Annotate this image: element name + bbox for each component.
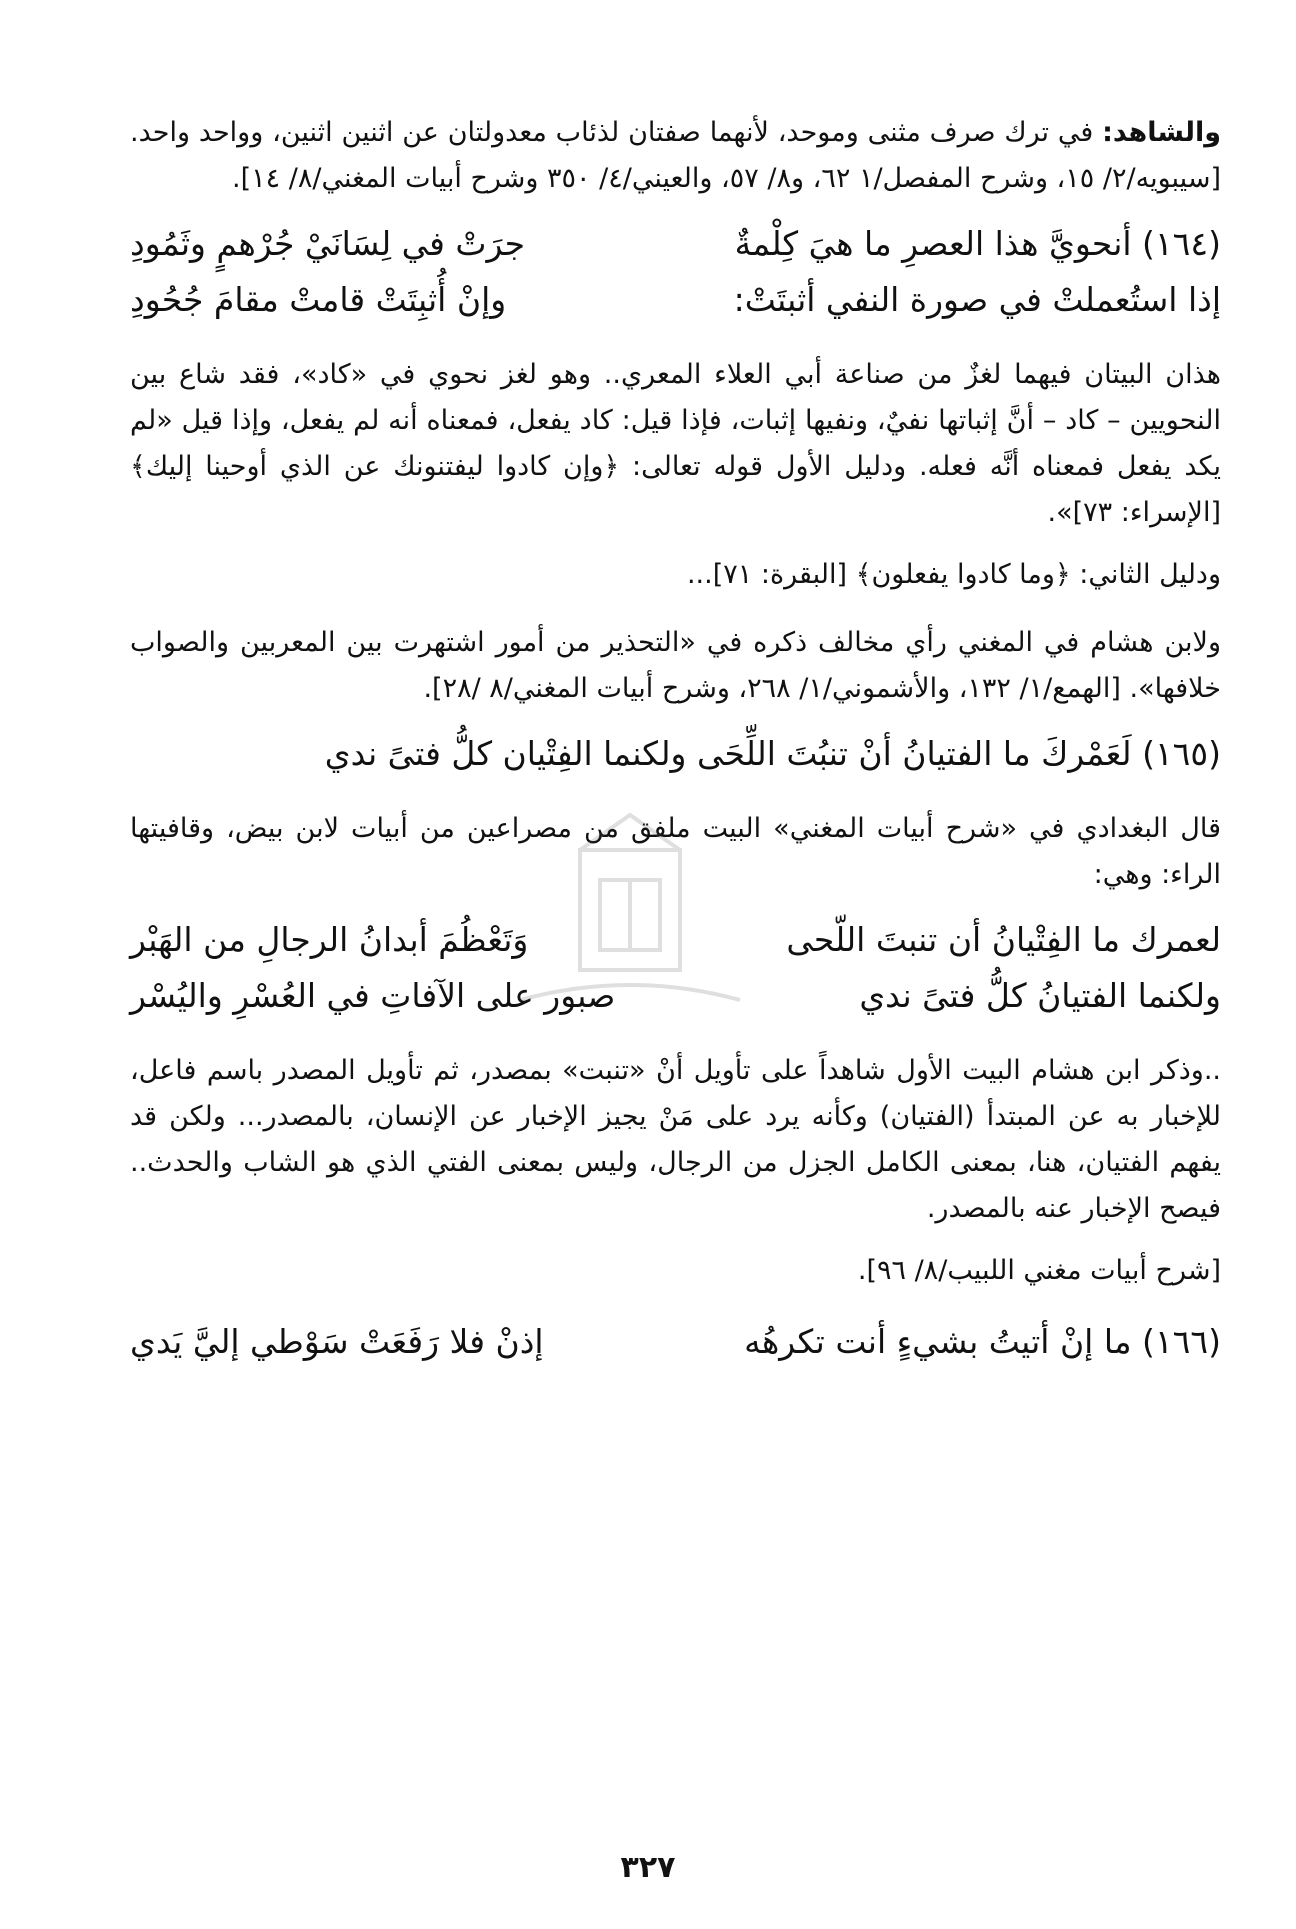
witness-text: في ترك صرف مثنى وموحد، لأنهما صفتان لذئاب معدولتان عن اثنين اثنين، وواحد واحد. [سيبويه/٢/ ١٥، وشرح المفصل/١ ٦٢، و٨/ ٥٧، والعيني/٤/ ٣٥٠ وشرح أبيات المغني/٨/ ١٤]. [130, 117, 1221, 194]
quoted-verse-line-1-first-hemistich: لعمرك ما الفِتْيانُ أن تنبتَ اللّحى [786, 920, 1221, 959]
verse-164-line-1-second-hemistich: جرَتْ في لِسَانَيْ جُرْهمٍ وثَمُودِ [130, 224, 526, 263]
verse-165: (١٦٥) لَعَمْركَ ما الفتيانُ أنْ تنبُتَ اللِّحَى ولكنما الفِتْيان كلُّ فتىً ندي [324, 734, 1221, 773]
verse-164-line-2-first-hemistich: إذا استُعملتْ في صورة النفي أثبتَتْ: [733, 280, 1221, 319]
verse-164-line-1 [130, 218, 1221, 270]
paragraph-witness [130, 110, 1221, 202]
verse-164-line-2 [130, 274, 1221, 326]
page-number: ٣٢٧ [620, 1850, 676, 1885]
quoted-verse-line-2-second-hemistich: صبور على الآفاتِ في العُسْرِ واليُسْر [130, 976, 616, 1015]
verse-166-first-hemistich: (١٦٦) ما إنْ أتيتُ بشيءٍ أنت تكرهُه [744, 1322, 1221, 1361]
verse-166-second-hemistich: إذنْ فلا رَفَعَتْ سَوْطي إليَّ يَدي [130, 1322, 544, 1361]
library-watermark-icon [500, 810, 760, 1040]
quoted-verse-line-1-second-hemistich: وَتَعْظُمَ أبدانُ الرجالِ من الهَبْر [130, 920, 529, 959]
paragraph-interpretation: ..وذكر ابن هشام البيت الأول شاهداً على تأويل أنْ «تنبت» بمصدر، ثم تأويل المصدر باسم فاعل، للإخبار به عن المبتدأ (الفتيان) وكأنه يرد على مَنْ يجيز الإخبار عن الإنسان، بالمصدر... ولكن قد يفهم الفتيان، هنا، بمعنى الكامل الجزل من الرجال، وليس بمعنى الفتي الذي هو الشاب والحدث.. فيصح الإخبار عنه بالمصدر. [130, 1055, 1221, 1224]
verse-164-line-2-second-hemistich: وإنْ أُثبِتَتْ قامتْ مقامَ جُحُودِ [130, 280, 507, 319]
verse-164-line-1-first-hemistich: (١٦٤) أنحويَّ هذا العصرِ ما هيَ كِلْمةٌ [734, 224, 1221, 263]
paragraph-riddle: هذان البيتان فيهما لغزٌ من صناعة أبي العلاء المعري.. وهو لغز نحوي في «كاد»، فقد شاع بين النحويين – كاد – أنَّ إثباتها نفيٌ، ونفيها إثبات، فإذا قيل: كاد يفعل، فمعناه أنه لم يفعل، وإذا قيل «لم يكد يفعل فمعناه أنَّه فعله. ودليل الأول قوله تعالى: ﴿وإن كادوا ليفتنونك عن الذي أوحينا إليك﴾ [الإسراء: ٧٣]». [130, 359, 1221, 528]
paragraph-ibn-hisham: ولابن هشام في المغني رأي مخالف ذكره في «التحذير من أمور اشتهرت بين المعربين والصواب خلافها». [الهمع/١/ ١٣٢، والأشموني/١/ ٢٦٨، وشرح أبيات المغني/٨ /٢٨]. [130, 627, 1221, 704]
verse-166 [130, 1316, 1221, 1368]
verse-164 [130, 218, 1221, 326]
paragraph-reference: [شرح أبيات مغني اللبيب/٨/ ٩٦]. [857, 1255, 1221, 1286]
witness-label: والشاهد: [1102, 117, 1221, 148]
paragraph-baghdadi: قال البغدادي في «شرح أبيات المغني» البيت ملفق من مصراعين من أبيات لابن بيض، وقافيتها الراء: وهي: [130, 813, 1221, 890]
paragraph-second-proof: ودليل الثاني: ﴿وما كادوا يفعلون﴾ [البقرة: ٧١]... [686, 559, 1221, 590]
quoted-verse-line-2-first-hemistich: ولكنما الفتيانُ كلُّ فتىً ندي [859, 976, 1221, 1015]
